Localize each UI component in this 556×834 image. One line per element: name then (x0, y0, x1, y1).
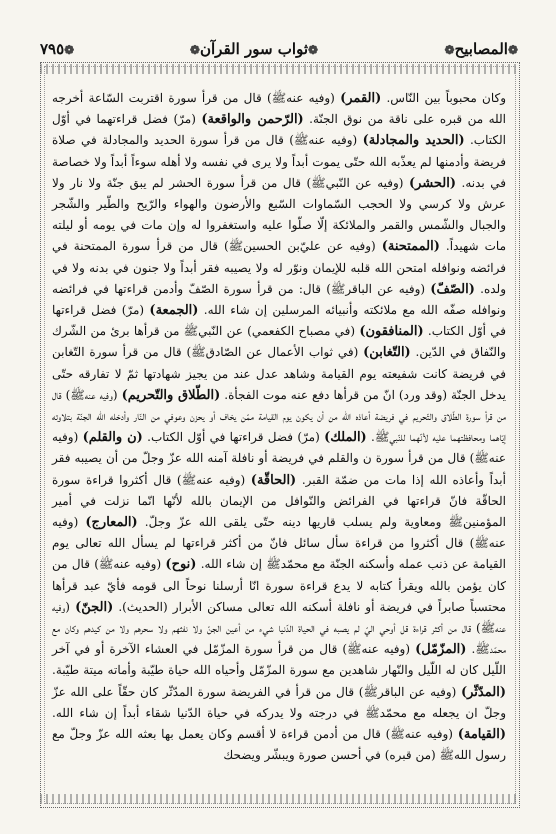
surah-heading: (الرّحمن والواقعة) (201, 112, 304, 128)
surah-heading: (الطّلاق والتّحريم) (121, 387, 221, 403)
surah-heading: (الحشر) (408, 175, 457, 191)
surah-heading: (نوح) (165, 557, 197, 573)
surah-heading: (الممتحنة) (381, 239, 440, 255)
page-header (40, 38, 518, 60)
body-text-run: (وفيه عن النّبي‌ﷺ) قال من قرأ سورة الحشر لم يبق جنّة ولا نار ولا عرش ولا كرسي ولا الحجب السّماوات السّبع والأرضون والهواء والرّيح والطّير والشّجر والجبال والشّمس والقمر والملائكة إلّا صلّوا عليه واستغفروا له وإن مات في يومه أو ليلته مات شهيداً. (52, 175, 507, 254)
book-title-text: المصابيح (454, 40, 508, 58)
page-number (40, 40, 110, 58)
surah-heading: (المدّثّر) (460, 684, 506, 700)
chapter-title (110, 40, 398, 58)
ornament-icon: ❁ (189, 43, 200, 57)
surah-heading: (الملك) (324, 430, 367, 446)
ornament-icon: ❁ (444, 43, 455, 57)
body-text-run: (وفيه عنه‌ﷺ) قال من قرأ سورة الحديد والمجادلة في صلاة فريضة وأدمنها لم يعذّبه الله حتّى يموت أبداً ولا يرى في نفسه ولا أهله سوءاً أبداً ولا خصاصة في بدنه. (52, 133, 507, 190)
body-text-run: (وفيه عن عليّ‌بن الحسين‌ﷺ) قال من قرأ سورة الممتحنة في فرائضه ونوافله امتحن الله قلبه للإيمان ونوّر له ولا يصيبه فقر أبداً ولا جنون في بدنه ولا في ولده. (52, 239, 506, 296)
ornament-icon: ❁ (64, 43, 75, 57)
page-number-text: ٧٩٥ (40, 40, 65, 58)
body-text-run: (وفيه عنه‌ﷺ) قال أكثروا قراءة سورة الحاقّة فانّ قراءتها في الفرائض والنّوافل من الإيمان بالله لأنّها انّما نزلت في أمير المؤمنين‌ﷺ ومعاوية ولم يسلب قاريها دينه حتّى يلقى الله عزّ وجلّ. (52, 472, 506, 530)
body-text-run: (مرّ) فضل قراءتها في أوّل الكتاب. (142, 430, 325, 445)
body-text-run: (وفيه عن الباقر‌ﷺ) قال من قرأ في الفريضة سورة المدّثّر كان حقّاً على الله عزّ وجلّ ان يجعله مع محمّد‌ﷺ في درجته ولا يدركه في حياة الدّنيا شقاء أبداً إن شاء الله. (52, 684, 506, 720)
body-text-run: (وفيه عنه‌ﷺ) قال من أدمن قراءة لا أقسم وكان يعمل بها بعثه الله عزّ وجلّ مع رسول الله‌ﷺ (من قبره) في أحسن صورة ويبشّر ويضحك (52, 727, 506, 763)
page-body (52, 88, 506, 788)
surah-heading: (المعارج) (85, 515, 138, 531)
body-text-run: (مرّ) فضل قراءتها في أوّل الكتاب. (52, 303, 506, 339)
surah-heading: (القمر) (340, 91, 382, 106)
surah-heading: (الحديد والمجادلة) (362, 133, 465, 149)
body-text-run: (وفيه عنه‌ﷺ) قال من قرأ سورة الطّلاق والتّحريم في فريضة أعاذه الله من أن يكون يوم القيامة ممّن يخاف أو يحزن وعوفي من النّار وأدخله الله الجنّة بتلاوته إيّاهما ومحافظتهما عليه لأنّهما للنّبي‌ﷺ. (52, 387, 506, 445)
surah-heading: (الجمعة) (149, 303, 199, 319)
surah-heading: (الصّفّ) (430, 281, 475, 297)
body-text-run: وكان محبوباً بين النّاس. (381, 91, 506, 105)
body-text-run: (وفيه عنه‌ﷺ) قال أكثروا من قراءة سأل سائل فانّ من أكثر قراءتها لم يسأل الله تعالى يوم القيامة عن ذنب عمله وأسكنه الجنّة مع محمّد‌ﷺ إن شاء الله. (52, 515, 506, 572)
body-text-run: (وفيه عنه‌ﷺ) قال من أكثر قراءة قل أوحي اليّ لم يصبه في الحياة الدّنيا شيء من أعين الجنّ ولا نفثهم ولا سحرهم ولا من كيدهم وكان مع محمّد‌ﷺ. (52, 599, 507, 657)
book-title (398, 40, 518, 58)
body-text-run: (وفيه عنه‌ﷺ) قال من كان يؤمن بالله ويقرأ كتابه لا يدع قراءة سورة انّا أرسلنا نوحاً الى قومه فأيّ عبد قرأها محتسباً صابراً في فريضة أو نافلة أسكنه الله تعالى مساكن الأبرار (الحديث). (52, 557, 506, 614)
surah-heading: (الجنّ) (75, 599, 114, 615)
body-text-run: (مرّ) فضل قراءتهما في أوّل الكتاب. (52, 112, 506, 148)
body-text-run: (وفيه عنه‌ﷺ) قال من قرأ سورة المزّمّل في العشاء الآخرة أو في آخر اللّيل كان له اللّيل والنّهار شاهدين مع سورة المزّمّل وأحياه الله حياة طيّبة وأماته ميتة طيّبة. (52, 642, 506, 678)
surah-heading: (التّغابن) (363, 345, 411, 361)
surah-heading: (ن والقلم) (82, 430, 143, 446)
ornament-icon: ❁ (507, 43, 518, 57)
body-text-run: (وفيه عنه‌ﷺ) قال من قرأ سورة اقتربت السّاعة أخرجه الله من قبره على ناقة من نوق الجنّة. (52, 91, 507, 127)
surah-heading: (المنافقون) (359, 324, 424, 340)
body-text-run: (في مصباح الكفعمي) عن النّبي‌ﷺ من قرأها برئ من الشّرك والنّفاق في الدّين. (52, 324, 507, 360)
surah-heading: (المزّمّل) (415, 642, 467, 658)
body-text-run: (وفيه عنه‌ﷺ) قال من قرأ سورة ن والقلم في فريضة أو نافلة آمنه الله عزّ وجلّ من أن يصيبه فقر أبداً وأعاذه الله إذا مات من ضمّة القبر. (52, 430, 506, 487)
bottom-ornament-border (40, 794, 518, 804)
chapter-title-text: ثواب سور القرآن (199, 40, 308, 58)
ornament-icon: ❁ (308, 43, 319, 57)
body-paragraph (52, 88, 506, 767)
body-text-run: (وفيه عن الباقر‌ﷺ) قال: من قرأ سورة الصّفّ وأدمن قراءتها في فرائضه ونوافله صفّه الله مع ملائكته وأنبيائه المرسلين إن شاء الله. (52, 281, 506, 318)
surah-heading: (الحاقّة) (250, 472, 297, 488)
surah-heading: (القيامة) (457, 727, 506, 743)
body-text-run: (في ثواب الأعمال عن الصّادق‌ﷺ) قال من قرأ سورة التّغابن في فريضة كانت شفيعته يوم القيامة وشاهد عدل عند من يجيز شهادتها ثمّ لا تفارقه حتّى يدخل الجنّة (وقد ورد) انّ من قرأها دفع عنه موت الفجأة. (52, 345, 506, 402)
